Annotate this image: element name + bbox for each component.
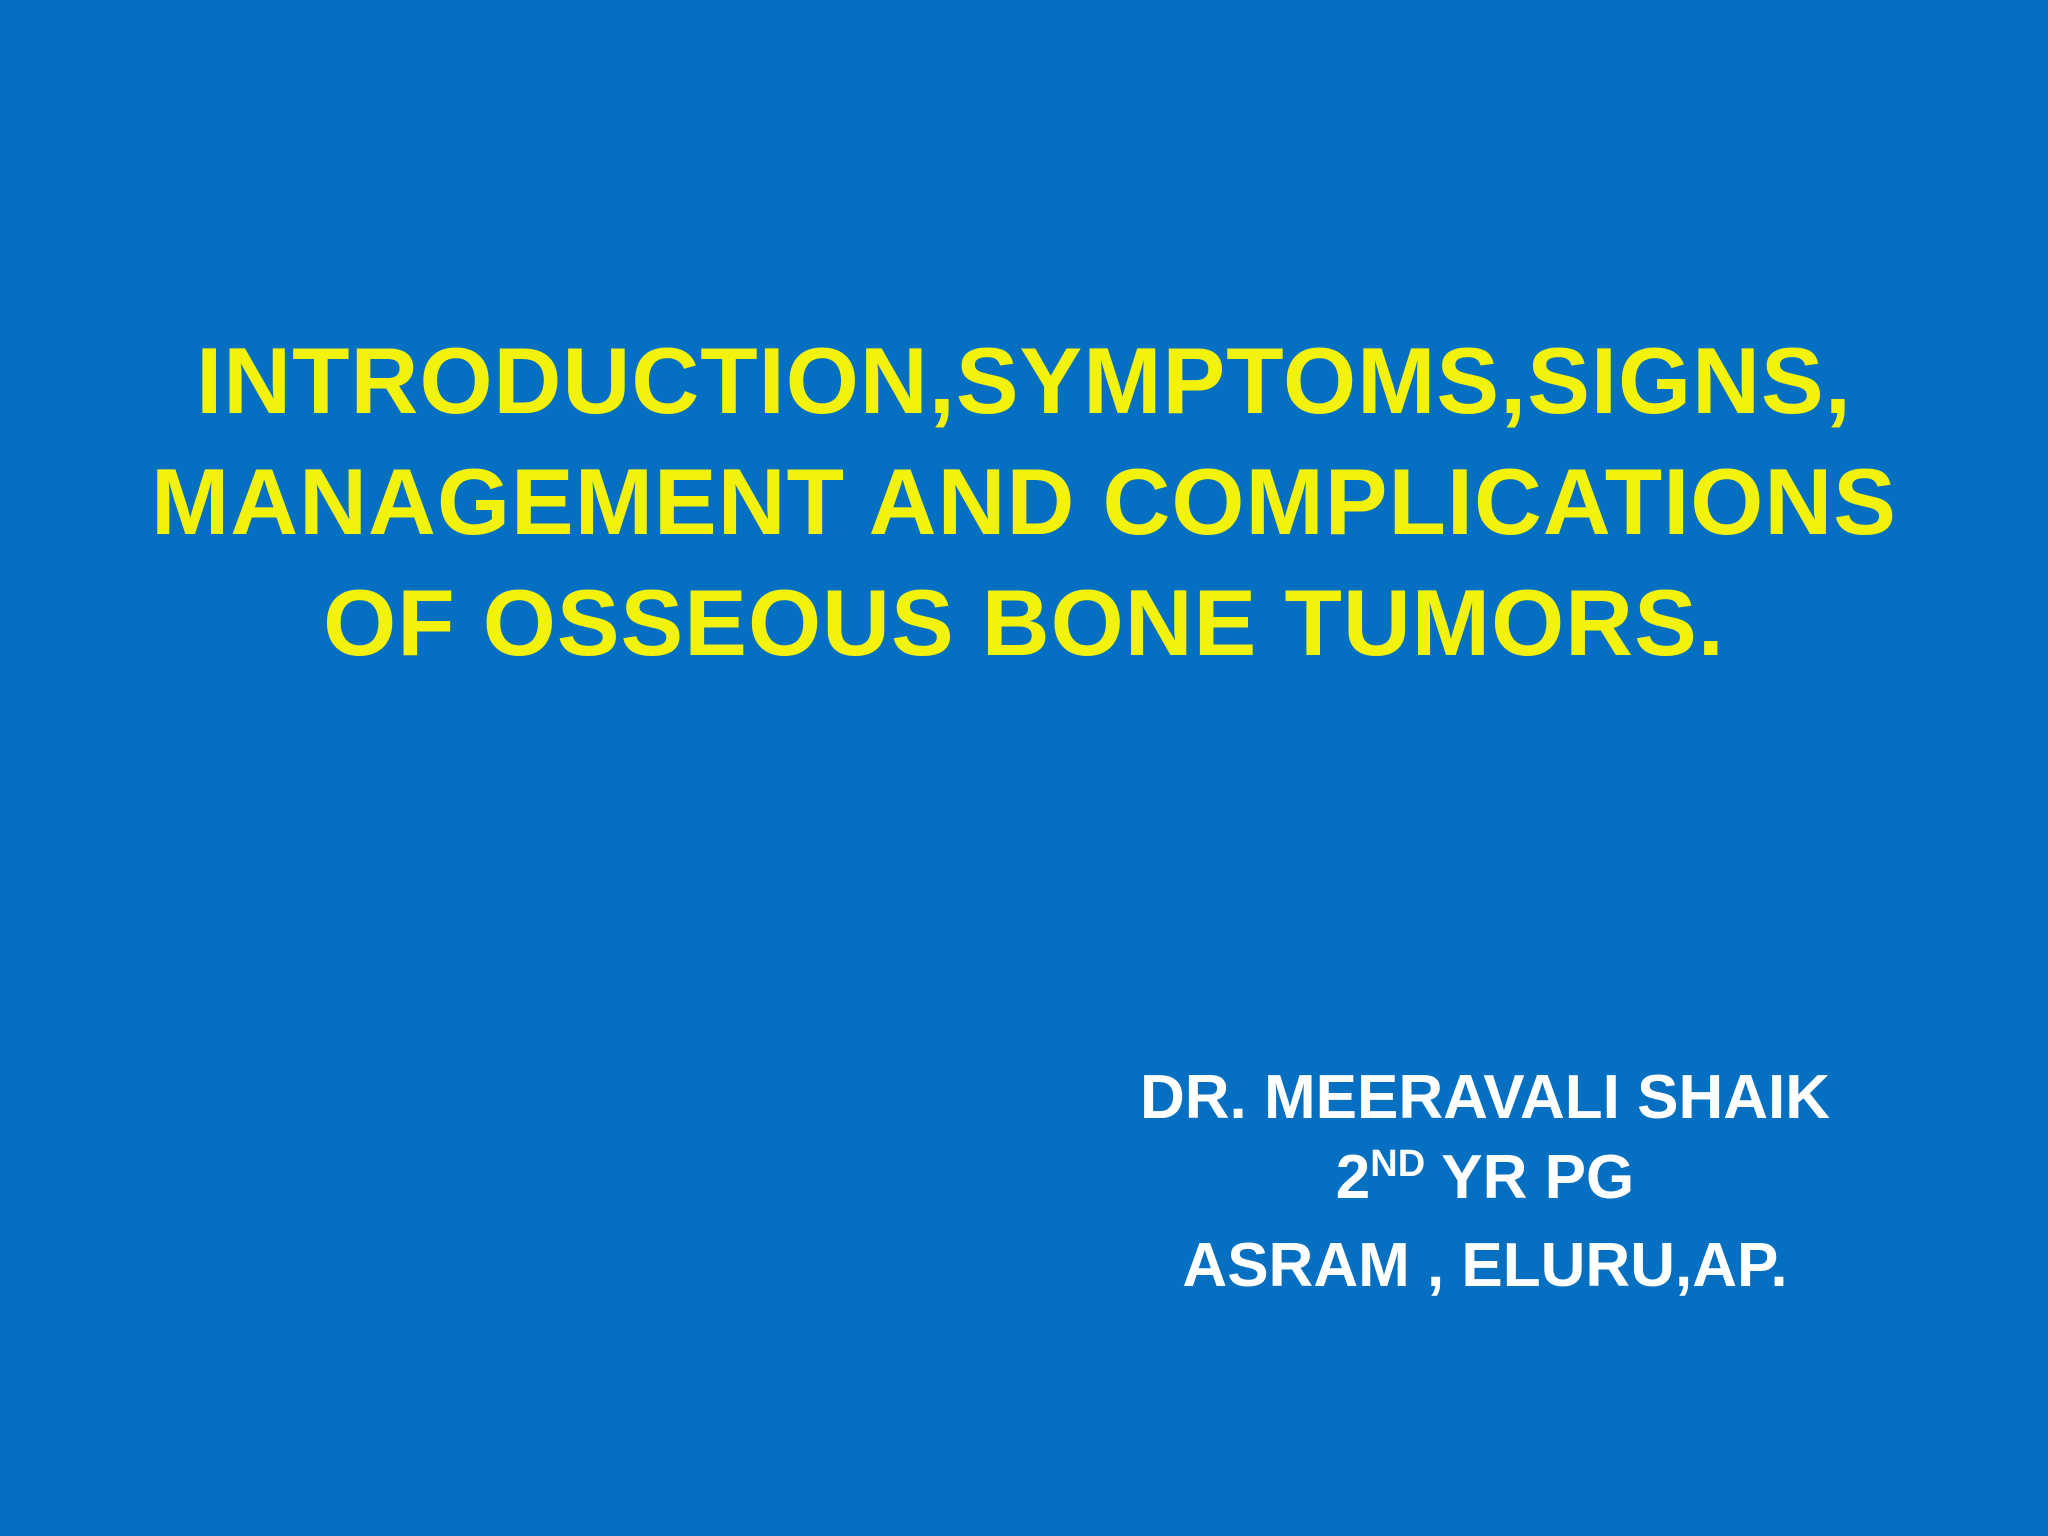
year-suffix: ND <box>1370 1143 1426 1185</box>
author-institution: ASRAM , ELURU,AP. <box>1182 1231 1788 1300</box>
title-line-1: INTRODUCTION,SYMPTOMS,SIGNS, <box>196 328 1852 433</box>
author-year <box>1060 1138 1910 1226</box>
title-line-3: OF OSSEOUS BONE TUMORS. <box>323 570 1725 675</box>
author-name: DR. MEERAVALI SHAIK <box>1139 1063 1831 1132</box>
author-block <box>1060 1058 1910 1306</box>
title-line-2: MANAGEMENT AND COMPLICATIONS <box>150 449 1898 554</box>
year-number: 2 <box>1335 1143 1371 1212</box>
slide-title <box>40 320 2008 683</box>
year-rest: YR PG <box>1425 1143 1635 1212</box>
